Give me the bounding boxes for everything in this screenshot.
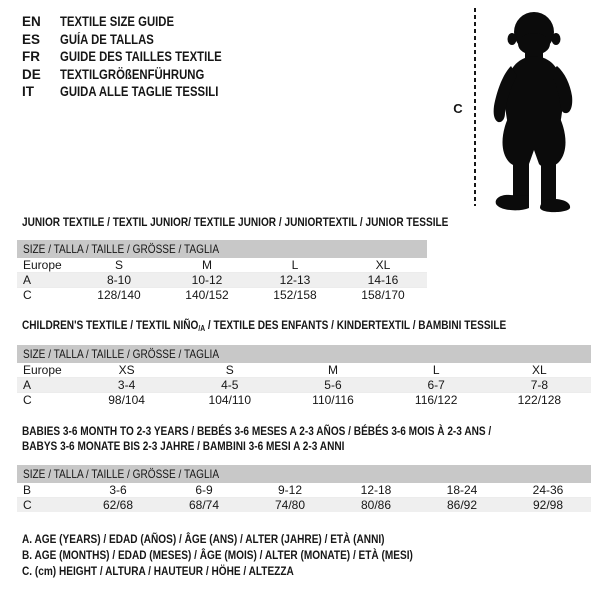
table-cell: 68/74 — [161, 498, 247, 513]
table-cell: 152/158 — [273, 288, 317, 302]
row-label: Europe — [17, 363, 75, 378]
table-cell: 3-4 — [75, 378, 178, 393]
table-row-height — [17, 498, 591, 513]
babies-table-title-text: BABIES 3-6 MONTH TO 2-3 YEARS / BEBÉS 3-6 MESES A 2-3 AÑOS / BÉBÉS 3-6 MOIS À 2-3 ANS / — [22, 424, 492, 438]
language-code: ES — [22, 31, 41, 47]
table-cell: M — [163, 258, 251, 273]
row-label: C — [17, 498, 75, 513]
table-cell: 6-9 — [161, 483, 247, 498]
footnotes — [22, 531, 487, 580]
language-code: DE — [22, 66, 41, 82]
table-cell: 24-36 — [505, 483, 591, 498]
language-code: FR — [22, 49, 40, 64]
table-row-age-months — [17, 483, 591, 498]
language-code: IT — [22, 84, 34, 99]
table-cell: 116/122 — [414, 393, 458, 407]
row-label: A — [17, 378, 75, 393]
table-cell: 10-12 — [163, 273, 251, 288]
table-cell: 110/116 — [312, 393, 354, 407]
table-cell: 92/98 — [505, 498, 591, 513]
junior-table-title — [22, 215, 530, 229]
height-measure-label: C — [453, 101, 463, 116]
table-cell: 9-12 — [247, 483, 333, 498]
row-label: C — [23, 288, 32, 302]
language-row-en — [22, 13, 253, 31]
title-part: CHILDREN'S TEXTILE / TEXTIL NIÑO — [22, 318, 199, 332]
language-label: TEXTILGRÖßENFÜHRUNG — [60, 66, 205, 82]
table-cell: 4-5 — [178, 378, 281, 393]
table-row-age — [17, 378, 591, 393]
title-part: / TEXTILE DES ENFANTS / KINDERTEXTIL / BAMBINI TESSILE — [205, 318, 507, 332]
babies-size-header-bar — [17, 465, 591, 483]
babies-table-title-text: BABYS 3-6 MONATE BIS 2-3 JAHRE / BAMBINI 3-6 MESI A 2-3 ANNI — [22, 439, 345, 453]
baby-silhouette-icon — [482, 6, 597, 214]
table-cell: 140/152 — [185, 288, 229, 302]
table-cell: S — [75, 258, 163, 273]
row-label: C — [23, 393, 32, 407]
children-size-table — [17, 363, 591, 407]
language-list — [22, 13, 253, 101]
title-subscript: /A — [198, 324, 206, 333]
size-header-text: SIZE / TALLA / TAILLE / GRÖSSE / TAGLIA — [23, 467, 220, 481]
language-row-de — [22, 66, 253, 84]
footnote-text: B. AGE (MONTHS) / EDAD (MESES) / ÂGE (MOIS) / ALTER (MONATE) / ETÀ (MESI) — [22, 548, 413, 563]
footnote-text: C. (cm) HEIGHT / ALTURA / HAUTEUR / HÖHE / ALTEZZA — [22, 564, 294, 579]
language-label: GUIDE DES TAILLES TEXTILE — [60, 49, 222, 64]
table-cell: 12-13 — [251, 273, 339, 288]
table-cell: L — [251, 258, 339, 273]
footnote-c — [22, 563, 487, 579]
junior-size-header-bar — [17, 240, 427, 258]
table-cell: 14-16 — [339, 273, 427, 288]
size-header-text: SIZE / TALLA / TAILLE / GRÖSSE / TAGLIA — [23, 347, 220, 361]
table-row-europe — [17, 258, 427, 273]
footnote-text: A. AGE (YEARS) / EDAD (AÑOS) / ÂGE (ANS) / ALTER (JAHRE) / ETÀ (ANNI) — [22, 532, 385, 546]
footnote-b — [22, 547, 487, 563]
children-size-header-bar — [17, 345, 591, 363]
table-row-europe — [17, 363, 591, 378]
table-cell: 6-7 — [385, 378, 488, 393]
language-label: GUÍA DE TALLAS — [60, 31, 154, 47]
children-table-title-text — [22, 318, 506, 333]
table-cell: 74/80 — [247, 498, 333, 513]
babies-table-title-line1 — [22, 424, 581, 438]
table-cell: XL — [488, 363, 591, 378]
language-label: GUIDA ALLE TAGLIE TESSILI — [60, 84, 219, 99]
table-cell: 128/140 — [97, 288, 141, 302]
junior-table-title-text: JUNIOR TEXTILE / TEXTIL JUNIOR/ TEXTILE JUNIOR / JUNIORTEXTIL / JUNIOR TESSILE — [22, 215, 449, 229]
table-cell: 86/92 — [419, 498, 505, 513]
language-row-it — [22, 83, 253, 101]
table-cell: XS — [75, 363, 178, 378]
table-cell: 3-6 — [75, 483, 161, 498]
table-cell: 18-24 — [419, 483, 505, 498]
table-row-age — [17, 273, 427, 288]
table-cell: 98/104 — [108, 393, 145, 407]
table-cell: 62/68 — [75, 498, 161, 513]
table-cell: L — [385, 363, 488, 378]
junior-size-table — [17, 258, 427, 302]
height-measure-dashed-line — [474, 8, 476, 206]
table-row-height — [17, 393, 591, 408]
table-cell: 158/170 — [361, 288, 405, 302]
table-cell: 122/128 — [517, 393, 562, 407]
language-code: EN — [22, 14, 41, 29]
table-cell: 7-8 — [488, 378, 591, 393]
table-cell: 12-18 — [333, 483, 419, 498]
children-table-title — [22, 318, 598, 333]
footnote-a — [22, 531, 487, 547]
row-label: Europe — [17, 258, 75, 273]
table-cell: 5-6 — [281, 378, 384, 393]
language-label: TEXTILE SIZE GUIDE — [60, 14, 175, 29]
table-cell: 8-10 — [75, 273, 163, 288]
babies-table-title-line2 — [22, 439, 406, 453]
row-label: B — [17, 483, 75, 498]
table-cell: XL — [339, 258, 427, 273]
table-cell: S — [178, 363, 281, 378]
table-cell: 80/86 — [333, 498, 419, 513]
size-header-text: SIZE / TALLA / TAILLE / GRÖSSE / TAGLIA — [23, 242, 220, 256]
table-cell: 104/110 — [208, 393, 252, 407]
row-label: A — [17, 273, 75, 288]
babies-size-table — [17, 483, 591, 512]
language-row-fr — [22, 48, 253, 66]
table-cell: M — [281, 363, 384, 378]
language-row-es — [22, 31, 253, 49]
table-row-height — [17, 288, 427, 303]
